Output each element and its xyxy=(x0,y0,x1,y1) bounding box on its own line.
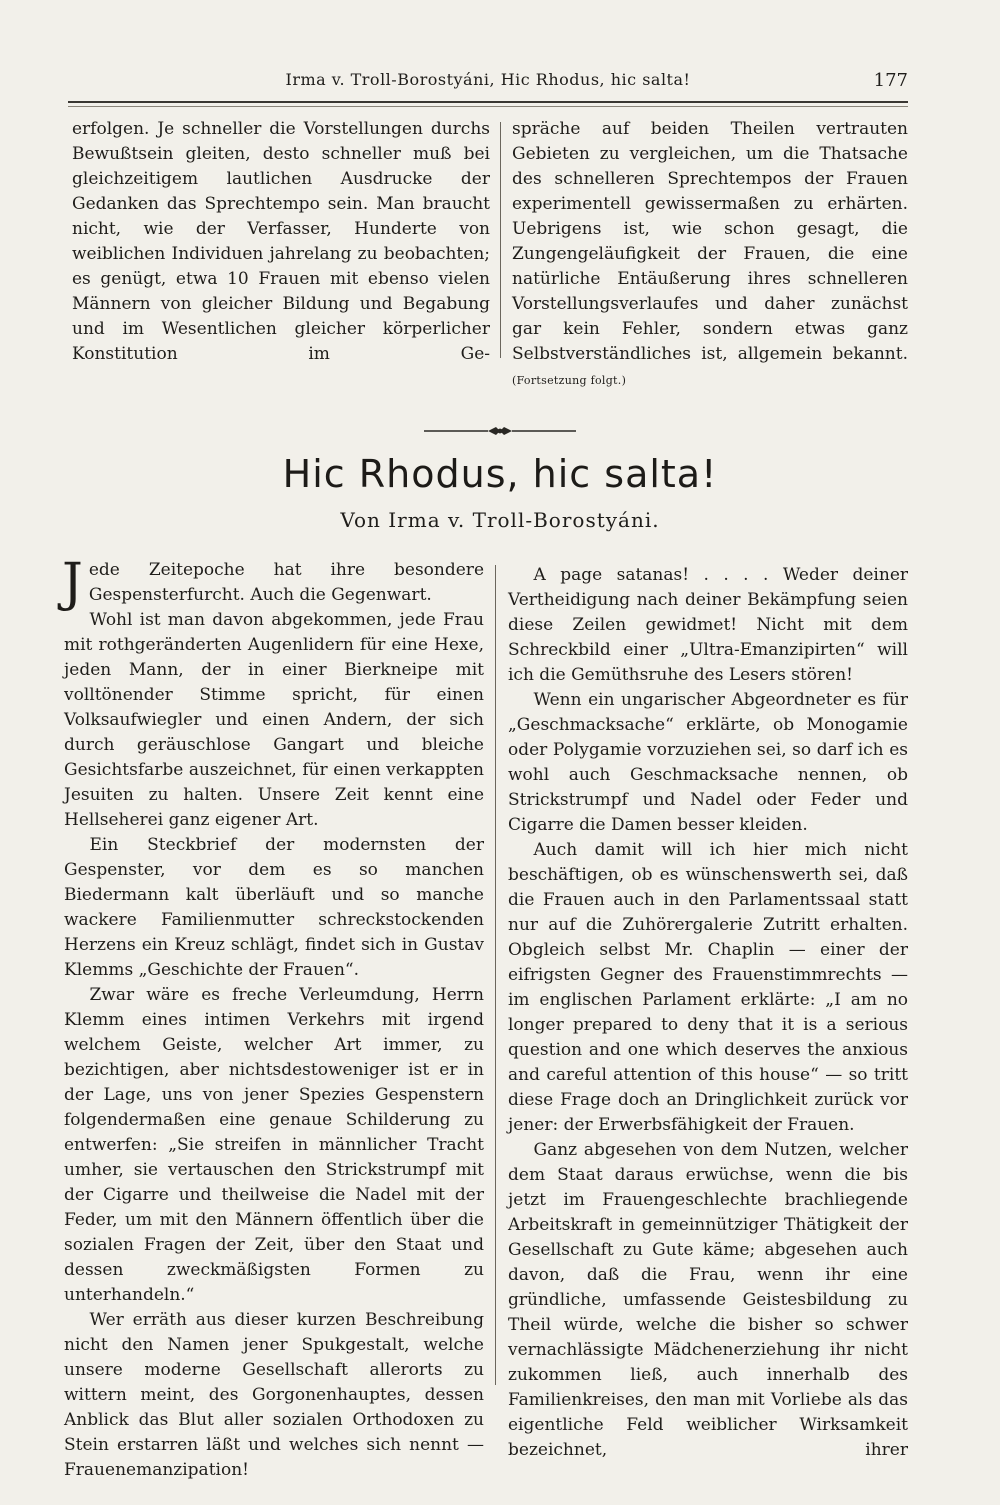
left-paragraph: Zwar wäre es freche Verleumdung, Herrn Klemm eines intimen Verkehrs mit irgend welchem Geiste, welcher Art immer, zu bezichtigen, aber nichtsdestoweniger ist er in der Lage, uns von jener Spezies Gespenstern folgendermaßen eine genaue Schilderung zu entwerfen: „Sie streifen in männlicher Tracht umher, sie vertauschen den Strickstrumpf mit der Cigarre und theilweise die Nadel mit der Feder, um mit den Männern öffentlich über die sozialen Fragen der Zeit, über den Staat und dessen zweckmäßigsten Formen zu unterhandeln.“ xyxy=(64,985,484,1305)
header-rule xyxy=(68,101,908,103)
continuation-right-body: spräche auf beiden Theilen vertrauten Gebieten zu vergleichen, um die Thatsache des schnelleren Sprechtempos der Frauen experimentell gewissermaßen zu erhärten. Uebrigens ist, wie schon gesagt, die Zungengeläufigkeit der Frauen, die eine natürliche Entäußerung ihres schnelleren Vorstellungsverlaufes und daher zunächst gar kein Fehler, sondern etwas ganz Selbstverständliches ist, allgemein bekannt. xyxy=(512,119,908,364)
left-paragraph: Wohl ist man davon abgekommen, jede Frau mit rothgeränderten Augenlidern für eine Hexe, jeden Mann, der in einer Bierkneipe mit volltönender Stimme spricht, für einen Volksaufwiegler und einen Andern, der sich durch geräuschlose Gangart und bleiche Gesichtsfarbe auszeichnet, für einen verkappten Jesuiten zu halten. Unsere Zeit kennt eine Hellseherei ganz eigener Art. xyxy=(64,610,484,830)
first-paragraph xyxy=(62,553,484,613)
right-paragraph: Wenn ein ungarischer Abgeordneter es für „Geschmacksache“ erklärte, ob Monogamie oder Polygamie vorzuziehen sei, so darf ich es wohl auch Geschmacksache nennen, ob Strickstrumpf und Nadel oder Feder und Cigarre die Damen besser kleiden. xyxy=(508,690,908,835)
running-head xyxy=(68,70,908,96)
continuation-left-text: erfolgen. Je schneller die Vorstellungen durchs Bewußtsein gleiten, desto schneller muß bei gleichzeitigem lautlichen Ausdrucke der Gedanken das Sprechtempo sein. Man braucht nicht, wie der Verfasser, Hunderte von weiblichen Individuen jahrelang zu beobachten; es genügt, etwa 10 Frauen mit ebenso vielen Männern von gleicher Bildung und Begabung und im Wesentlichen gleicher körperlicher Konstitution im Ge- xyxy=(72,119,490,364)
section-ornament xyxy=(420,424,580,438)
column-divider-bottom xyxy=(495,565,496,1385)
column-divider-top xyxy=(500,122,501,358)
article-left-column xyxy=(62,553,484,1483)
page-number: 177 xyxy=(873,70,908,91)
article-title: Hic Rhodus, hic salta! xyxy=(282,452,718,496)
right-paragraph: Auch damit will ich hier mich nicht beschäftigen, ob es wünschenswerth sei, daß die Frauen auch in den Parlamentssaal statt nur auf die Zuhörergalerie Zutritt erhalten. Obgleich selbst Mr. Chaplin — einer der eifrigsten Gegner des Frauenstimmrechts — im englischen Parlament erklärte: „I am no longer prepared to deny that it is a serious question and one which deserves the anxious and careful attention of this house“ — so tritt diese Frage doch an Dringlichkeit zurück vor jener: der Erwerbsfähigkeit der Frauen. xyxy=(508,840,908,1135)
continuation-note: (Fortsetzung folgt.) xyxy=(512,374,627,387)
article-byline: Von Irma v. Troll-Borostyáni. xyxy=(340,508,660,532)
right-paragraph: A page satanas! . . . . Weder deiner Vertheidigung nach deiner Bekämpfung seien diese Zeilen gewidmet! Nicht mit dem Schreckbild einer „Ultra-Emanzipirten“ will ich die Gemüthsruhe des Lesers stören! xyxy=(508,565,908,685)
continuation-left-column xyxy=(72,117,490,367)
drop-cap: J xyxy=(62,553,83,613)
running-title: Irma v. Troll-Borostyáni, Hic Rhodus, hic salta! xyxy=(285,70,691,89)
left-paragraph: Ein Steckbrief der modernsten der Gespenster, vor dem es so manchen Biedermann kalt überläuft und so manche wackere Familienmutter schreckstockenden Herzens ein Kreuz schlägt, findet sich in Gustav Klemms „Geschichte der Frauen“. xyxy=(64,835,484,980)
continuation-right-column xyxy=(512,117,908,393)
right-paragraph: Ganz abgesehen von dem Nutzen, welcher dem Staat daraus erwüchse, wenn die bis jetzt im Frauengeschlechte brachliegende Arbeitskraft in gemeinnütziger Thätigkeit der Gesellschaft zu Gute käme; abgesehen auch davon, daß die Frau, wenn ihr eine gründliche, umfassende Geistesbildung zu Theil würde, welche die bisher so schwer vernachlässigte Mädchenerziehung ihr nicht zukommen ließ, auch innerhalb des Familienkreises, den man mit Vorliebe als das eigentliche Feld weiblicher Wirksamkeit bezeichnet, ihrer xyxy=(508,1140,908,1460)
left-paragraph: Wer erräth aus dieser kurzen Beschreibung nicht den Namen jener Spukgestalt, welche unsere moderne Gesellschaft allerorts zu wittern meint, des Gorgonenhauptes, dessen Anblick das Blut aller sozialen Orthodoxen zu Stein erstarren läßt und welches sich nennt — Frauenemanzipation! xyxy=(64,1310,484,1480)
header-rule-thin xyxy=(68,106,908,107)
article-right-column xyxy=(508,563,908,1463)
first-paragraph-text: ede Zeitepoche hat ihre besondere Gespensterfurcht. Auch die Gegenwart. xyxy=(88,560,484,605)
continuation-right-text xyxy=(512,117,908,393)
